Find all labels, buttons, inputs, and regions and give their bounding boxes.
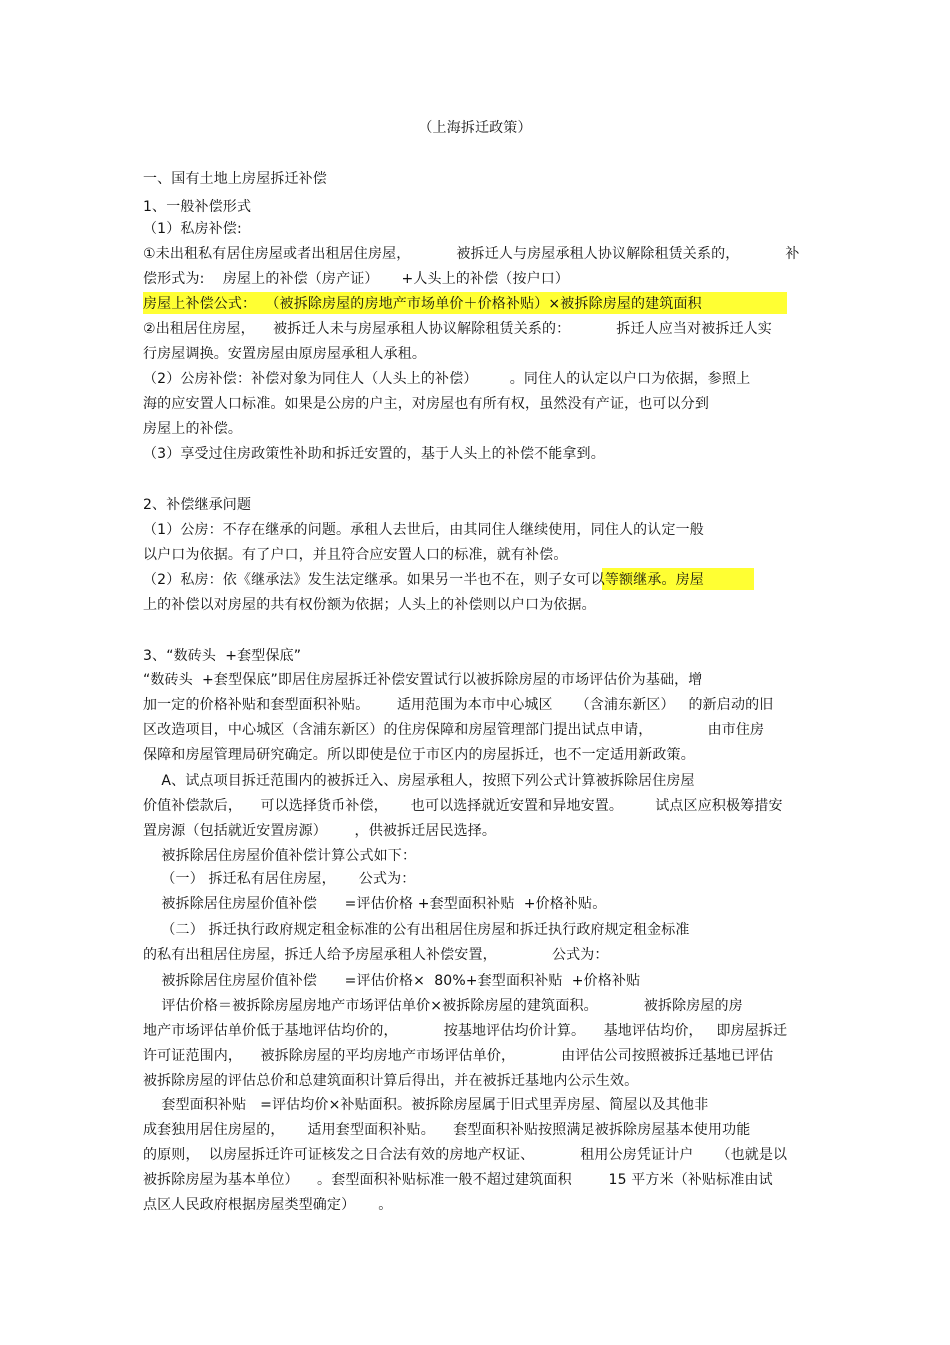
paragraph-line: 海的应安置人口标准。如果是公房的户主，对房屋也有所有权，虽然没有产证，也可以分到: [143, 396, 709, 412]
paragraph-line: （1）公房：不存在继承的问题。承租人去世后，由其同住人继续使用，同住人的认定一般: [143, 522, 704, 538]
subsection-heading-2: 2、补偿继承问题: [143, 497, 252, 513]
paragraph-line: （2）公房补偿：补偿对象为同住人（人头上的补偿） 。同住人的认定以户口为依据，参照上: [143, 371, 751, 387]
paragraph-line: （3）享受过住房政策性补助和拆迁安置的，基于人头上的补偿不能拿到。: [143, 446, 605, 462]
paragraph-line: 被拆除房屋的评估总价和总建筑面积计算后得出，并在被拆迁基地内公示生效。: [143, 1073, 639, 1089]
paragraph-line: ①未出租私有居住房屋或者出租居住房屋， 被拆迁人与房屋承租人协议解除租赁关系的， 补: [143, 246, 800, 262]
section-heading-1: 一、国有土地上房屋拆迁补偿: [143, 171, 327, 187]
subsection-heading-3: 3、“数砖头 +套型保底”: [143, 648, 302, 664]
paragraph-line: 点区人民政府根据房屋类型确定） 。: [143, 1197, 393, 1213]
paragraph-line: 行房屋调换。安置房屋由原房屋承租人承租。: [143, 346, 426, 362]
paragraph-line: 偿形式为: 房屋上的补偿（房产证） +人头上的补偿（按户口）: [143, 271, 570, 287]
paragraph-line: （一） 拆迁私有居住房屋， 公式为：: [143, 871, 416, 887]
paragraph-line: （二） 拆迁执行政府规定租金标准的公有出租居住房屋和拆迁执行政府规定租金标准: [143, 922, 690, 938]
paragraph-line: 上的补偿以对房屋的共有权份额为依据；人头上的补偿则以户口为依据。: [143, 597, 596, 613]
paragraph-line: 保障和房屋管理局研究确定。所以即使是位于市区内的房屋拆迁，也不一定适用新政策。: [143, 747, 695, 763]
document-title: （上海拆迁政策）: [418, 120, 532, 136]
paragraph-line: ②出租居住房屋， 被拆迁人未与房屋承租人协议解除租赁关系的： 拆迁人应当对被拆迁人实: [143, 321, 772, 337]
paragraph-line: 成套独用居住房屋的， 适用套型面积补贴。 套型面积补贴按照满足被拆除房屋基本使用功能: [143, 1122, 751, 1138]
paragraph-line: 被拆除居住房屋价值补偿计算公式如下：: [143, 848, 417, 864]
paragraph-line: 加一定的价格补贴和套型面积补贴。 适用范围为本市中心城区 （含浦东新区） 的新启动的旧: [143, 697, 774, 713]
formula-line: 房屋上补偿公式： （被拆除房屋的房地产市场单价＋价格补贴）×被拆除房屋的建筑面积: [143, 296, 702, 312]
paragraph-line: 的原则， 以房屋拆迁许可证核发之日合法有效的房地产权证、 租用公房凭证计户 （也就是以: [143, 1147, 788, 1163]
paragraph-line: 以户口为依据。有了户口，并且符合应安置人口的标准，就有补偿。: [143, 547, 568, 563]
paragraph-line: 评估价格＝被拆除房屋房地产市场评估单价×被拆除房屋的建筑面积。 被拆除房屋的房: [143, 998, 743, 1014]
paragraph-line: 地产市场评估单价低于基地评估均价的， 按基地评估均价计算。 基地评估均价， 即房屋拆迁: [143, 1023, 788, 1039]
paragraph-line: 套型面积补贴 =评估均价×补贴面积。被拆除房屋属于旧式里弄房屋、简屋以及其他非: [143, 1097, 709, 1113]
paragraph-line: 价值补偿款后， 可以选择货币补偿， 也可以选择就近安置和异地安置。 试点区应积极筹措安: [143, 798, 783, 814]
paragraph-line: A、试点项目拆迁范围内的被拆迁入、房屋承租人，按照下列公式计算被拆除居住房屋: [143, 773, 695, 789]
paragraph-line: （1）私房补偿:: [143, 221, 242, 237]
formula-line: 被拆除居住房屋价值补偿 =评估价格 +套型面积补贴 +价格补贴。: [143, 896, 607, 912]
paragraph-line: 的私有出租居住房屋，拆迁人给予房屋承租人补偿安置， 公式为：: [143, 947, 609, 963]
paragraph-line: （2）私房：依《继承法》发生法定继承。如果另一半也不在，则子女可以等额继承。房屋: [143, 572, 704, 588]
paragraph-line: 房屋上的补偿。: [143, 421, 243, 437]
paragraph-line: 许可证范围内， 被拆除房屋的平均房地产市场评估单价， 由评估公司按照被拆迁基地已评估: [143, 1048, 774, 1064]
formula-line: 被拆除居住房屋价值补偿 =评估价格× 80%+套型面积补贴 +价格补贴: [143, 973, 641, 989]
paragraph-line: 置房源（包括就近安置房源） ，供被拆迁居民选择。: [143, 823, 497, 839]
paragraph-line: 区改造项目，中心城区（含浦东新区）的住房保障和房屋管理部门提出试点申请， 由市住房: [143, 722, 765, 738]
paragraph-line: 被拆除房屋为基本单位） 。套型面积补贴标准一般不超过建筑面积 15 平方米（补贴标准由试: [143, 1172, 773, 1188]
subsection-heading-1: 1、一般补偿形式: [143, 199, 252, 215]
paragraph-line: “数砖头 +套型保底”即居住房屋拆迁补偿安置试行以被拆除房屋的市场评估价为基础，增: [143, 672, 703, 688]
